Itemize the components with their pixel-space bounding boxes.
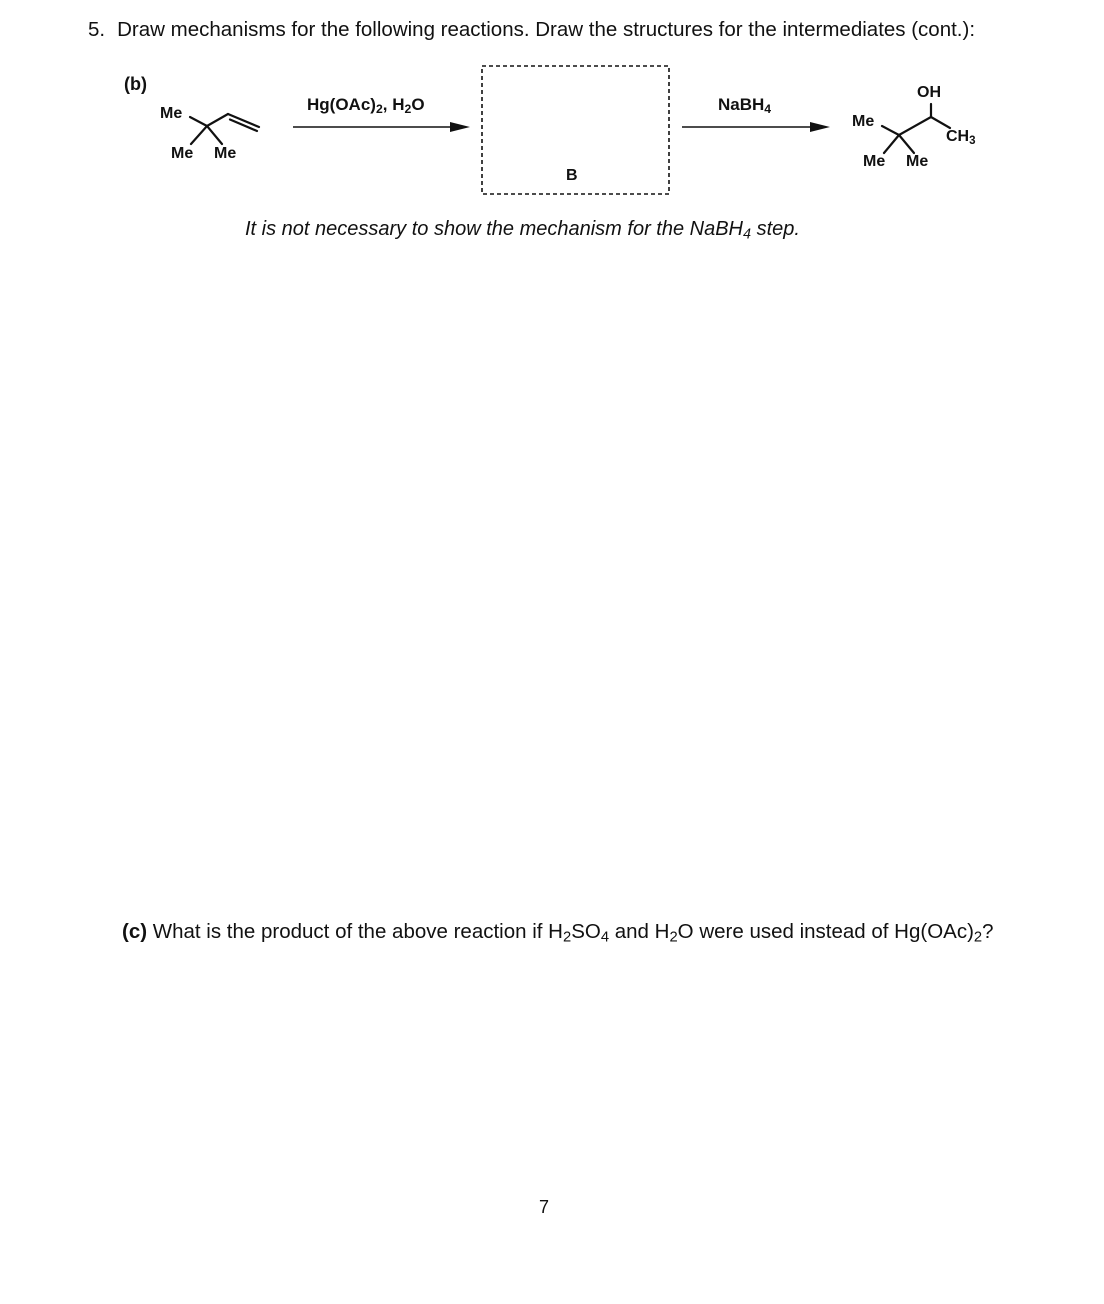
reactant-structure (190, 114, 259, 144)
reagent-nabh4: NaBH$_4$ (718, 95, 772, 117)
reaction-arrow-2 (682, 122, 830, 132)
part-c-question: (c) What is the product of the above reaction if $H_2SO_4$ and $H_2O$ were used instead of $Hg(OAc)_2$? (122, 920, 994, 946)
mechanism-note: It is not necessary to show the mechanism for the NaBH$_4$ step. (245, 218, 800, 243)
product-methyl-right: Me (906, 153, 929, 170)
page-number: 7 (539, 1197, 550, 1217)
reactant-methyl-top: Me (160, 105, 183, 122)
product-methyl-top: Me (852, 113, 875, 130)
question-number: 5. (88, 18, 106, 41)
reaction-arrow-1 (293, 122, 470, 132)
reaction-scheme-drawing (0, 0, 1104, 300)
reactant-methyl-right: Me (214, 145, 237, 162)
reagent-hg-oac-water: $Hg(OAc)_2$, $H_2O$ (307, 95, 425, 117)
intermediate-label: B (566, 167, 578, 184)
question-text: Draw mechanisms for the following reactions. Draw the structures for the intermediates (cont.): (117, 18, 976, 41)
product-hydroxyl: OH (917, 84, 941, 101)
product-structure (882, 104, 950, 153)
part-b-label: (b) (124, 74, 147, 94)
product-methyl-left: Me (863, 153, 886, 170)
product-terminal-methyl: $CH_3$ (946, 128, 976, 147)
reactant-methyl-left: Me (171, 145, 194, 162)
part-c-label: (c) (122, 920, 148, 943)
